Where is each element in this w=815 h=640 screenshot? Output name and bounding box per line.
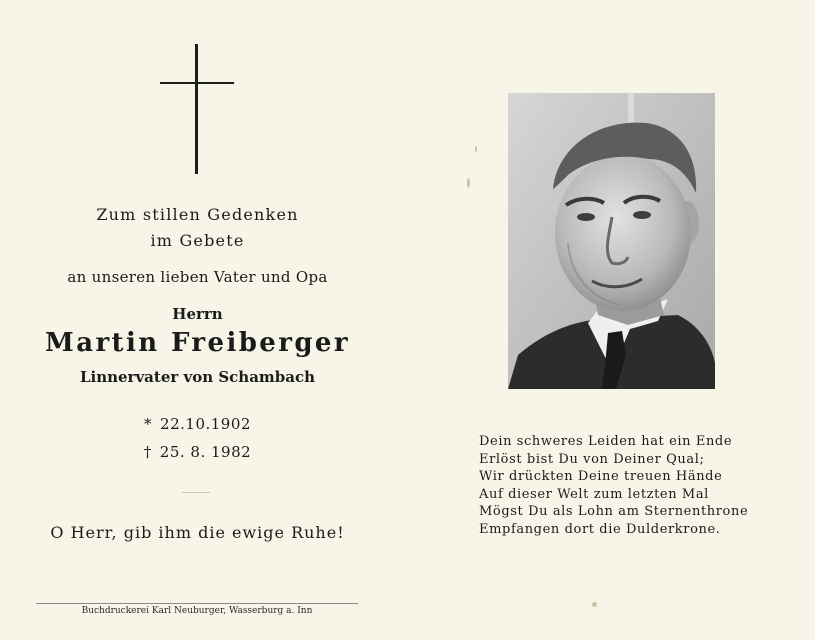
birth-date-line — [0, 415, 395, 433]
death-date: 25. 8. 1982 — [159, 443, 252, 461]
dagger-icon: † — [143, 443, 152, 461]
heading-line-2: im Gebete — [150, 231, 245, 250]
poem-line: Auf dieser Welt zum letzten Mal — [479, 486, 709, 502]
dedication: an unseren lieben Vater und Opa — [67, 268, 328, 286]
cross-icon — [195, 44, 198, 174]
portrait-illustration — [508, 93, 715, 389]
poem — [479, 433, 748, 539]
poem-line: Erlöst bist Du von Deiner Qual; — [479, 451, 705, 467]
death-date-line — [0, 443, 395, 461]
portrait-photo — [508, 93, 715, 389]
prayer-line: O Herr, gib ihm die ewige Ruhe! — [50, 523, 345, 542]
honorific: Herrn — [172, 305, 223, 323]
poem-line: Wir drückten Deine treuen Hände — [479, 469, 723, 485]
footer-divider — [36, 603, 358, 604]
paper-speck — [592, 602, 597, 607]
paper-speck — [475, 146, 477, 152]
poem-line: Dein schweres Leiden hat ein Ende — [479, 434, 733, 449]
paper-speck — [467, 178, 470, 188]
printer-imprint: Buchdruckerei Karl Neuburger, Wasserburg a. Inn — [81, 606, 313, 616]
cross-icon-bar — [160, 82, 234, 84]
heading-line-1: Zum stillen Gedenken — [96, 205, 299, 224]
poem-line: Mögst Du als Lohn am Sternenthrone — [479, 504, 749, 520]
poem-line: Empfangen dort die Dulderkrone. — [479, 521, 721, 537]
divider — [182, 492, 210, 493]
birth-star-icon: * — [144, 415, 153, 433]
deceased-subtitle: Linnervater von Schambach — [79, 368, 316, 386]
deceased-name: Martin Freiberger — [45, 328, 350, 358]
birth-date: 22.10.1902 — [160, 415, 251, 433]
